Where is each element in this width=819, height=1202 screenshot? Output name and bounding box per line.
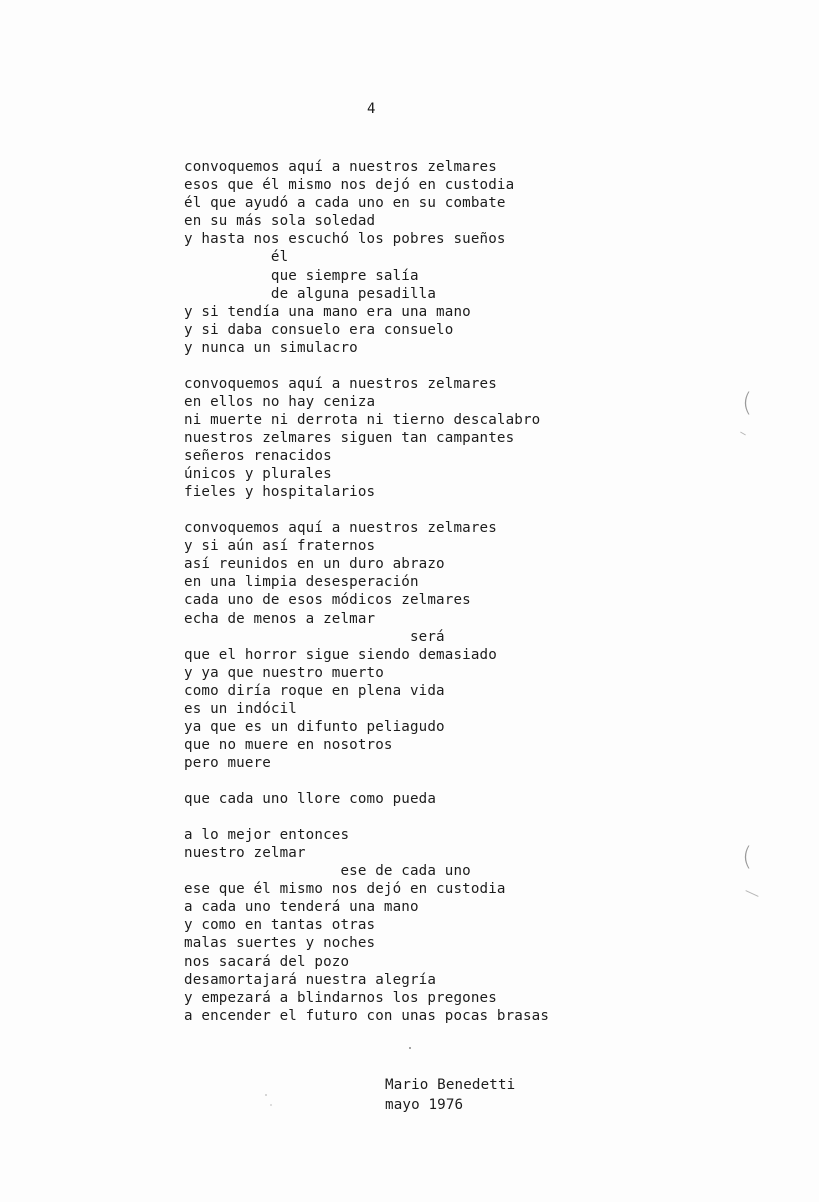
poem-line: malas suertes y noches xyxy=(184,935,376,952)
poem-body xyxy=(184,158,784,1025)
poem-line: en su más sola soledad xyxy=(184,213,376,230)
poem-line: en ellos no hay ceniza xyxy=(184,393,376,410)
speck xyxy=(409,1047,411,1049)
poem-line: y empezará a blindarnos los pregones xyxy=(184,989,497,1006)
poem-line: y como en tantas otras xyxy=(184,917,376,934)
poem-line: que siempre salía xyxy=(184,267,419,284)
stanza-gap xyxy=(184,808,784,826)
poem-line: que cada uno llore como pueda xyxy=(184,791,437,808)
stanza-gap xyxy=(184,501,784,519)
poem-line: nuestros zelmares siguen tan campantes xyxy=(184,430,515,446)
poem-line: ni muerte ni derrota ni tierno descalabro xyxy=(184,411,541,428)
poem-line: así reunidos en un duro abrazo xyxy=(184,556,445,573)
poem-line: él xyxy=(184,249,289,266)
signature-block xyxy=(385,1075,515,1115)
stanza-gap xyxy=(184,357,784,375)
speck xyxy=(270,1104,272,1106)
poem-line: él que ayudó a cada uno en su combate xyxy=(184,195,506,212)
stanza-gap xyxy=(184,772,784,790)
poem-line: convoquemos aquí a nuestros zelmares xyxy=(184,520,497,537)
margin-mark: ( xyxy=(742,842,753,872)
poem-line: y nunca un simulacro xyxy=(184,339,358,356)
poem-date: mayo 1976 xyxy=(385,1097,464,1113)
poem-line: a lo mejor entonces xyxy=(184,826,350,843)
poem-line: es un indócil xyxy=(184,701,297,717)
poem-line: fieles y hospitalarios xyxy=(184,484,376,501)
poem-line: únicos y plurales xyxy=(184,466,332,483)
poem-line: ese de cada uno xyxy=(184,863,471,880)
poem-line: nuestro zelmar xyxy=(184,844,306,861)
poem-line: señeros renacidos xyxy=(184,448,332,465)
poem-line: y ya que nuestro muerto xyxy=(184,664,384,681)
poem-line: esos que él mismo nos dejó en custodia xyxy=(184,177,515,194)
poem-line: y hasta nos escuchó los pobres sueños xyxy=(184,231,506,248)
poem-line: que no muere en nosotros xyxy=(184,737,393,754)
poem-line: como diría roque en plena vida xyxy=(184,682,445,699)
poem-line: y si daba consuelo era consuelo xyxy=(184,321,454,338)
poem-line: ya que es un difunto peliagudo xyxy=(184,719,445,736)
poem-line: a cada uno tenderá una mano xyxy=(184,899,419,916)
poem-line: en una limpia desesperación xyxy=(184,574,419,591)
poem-line: echa de menos a zelmar xyxy=(184,610,376,627)
page-number: 4 xyxy=(367,101,376,117)
poem-line: a encender el futuro con unas pocas brasas xyxy=(184,1007,550,1024)
author-name: Mario Benedetti xyxy=(385,1077,516,1093)
poem-line: ese que él mismo nos dejó en custodia xyxy=(184,881,506,898)
poem-line: cada uno de esos módicos zelmares xyxy=(184,592,471,609)
poem-line: y si tendía una mano era una mano xyxy=(184,303,471,320)
poem-line: convoquemos aquí a nuestros zelmares xyxy=(184,159,497,175)
speck xyxy=(265,1094,267,1096)
poem-line: desamortajará nuestra alegría xyxy=(184,971,437,988)
poem-line: nos sacará del pozo xyxy=(184,953,350,970)
poem-line: pero muere xyxy=(184,755,271,772)
margin-mark: ( xyxy=(742,388,753,418)
poem-line: será xyxy=(184,628,445,645)
poem-line: convoquemos aquí a nuestros zelmares xyxy=(184,375,497,392)
poem-line: y si aún así fraternos xyxy=(184,538,376,555)
poem-line: que el horror sigue siendo demasiado xyxy=(184,646,497,663)
poem-line: de alguna pesadilla xyxy=(184,285,437,302)
